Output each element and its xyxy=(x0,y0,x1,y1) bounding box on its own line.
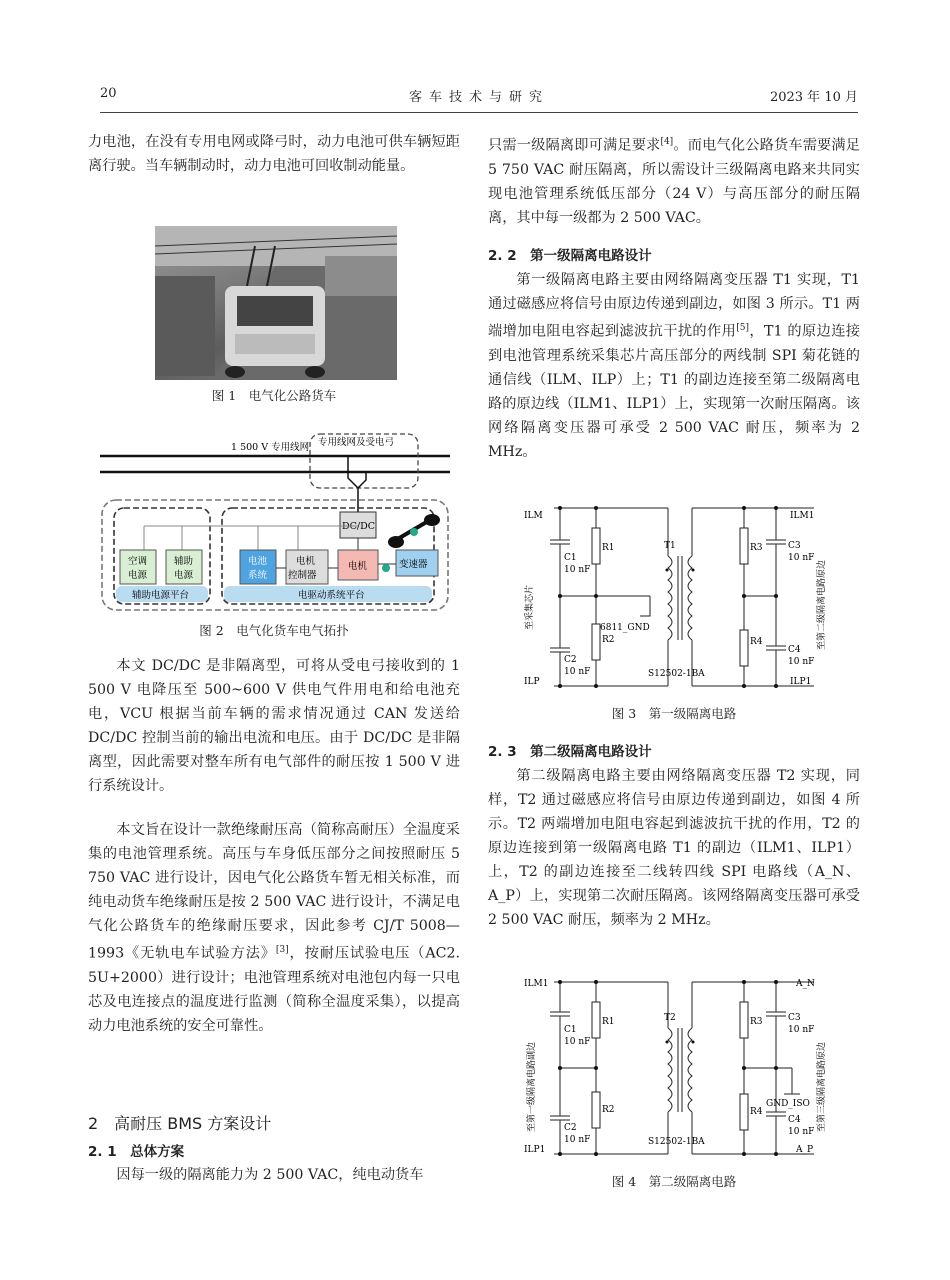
journal-title: 客车技术与研究 xyxy=(408,90,549,105)
section-2-3-title: 2. 3 第二级隔离电路设计 xyxy=(488,744,652,760)
fig3-right-label: 至第二级隔离电路原边 xyxy=(817,559,827,650)
fig3-r1: R1 xyxy=(602,543,615,553)
right-para-3: 第二级隔离电路主要由网络隔离变压器 T2 实现，同样，T2 通过磁感应将信号由原边传递到副边，如图 4 所示。T2 两端增加电阻电容起到滤波抗干扰的作用，T2 的原边连接到第一级隔离电路 T1 的副边（ILM1、ILP1）上，T2 的副边连接至二线转四线 SPI 电路线（A_N、A_P）上，实现第二次耐压隔离。该网络隔离变压器可承受 2 500 VAC 耐压，频率为 2 MHz。 xyxy=(488,768,860,928)
fig4-gnd: GND_ISO xyxy=(766,1099,810,1109)
fig4-c4: C4 xyxy=(788,1115,801,1125)
fig3-t1: T1 xyxy=(664,541,676,551)
left-para-2: 本文 DC/DC 是非隔离型，可将从受电弓接收到的 1 500 V 电降压至 500~600 V 供电气件用电和给电池充电，VCU 根据当前车辆的需求情况通过 CAN 发送给 DC/DC 控制当前的输出电流和电压。由于 DC/DC 是非隔离型，因此需要对整车所有电气部件的耐压按 1 500 V 进行系统设计。 xyxy=(88,658,460,794)
fig4-c4-value: 10 nF xyxy=(788,1127,815,1137)
fig3-c3-value: 10 nF xyxy=(788,553,815,563)
page-number: 20 xyxy=(100,86,117,101)
fig4-ap: A_P xyxy=(796,1145,814,1155)
fig3-c3: C3 xyxy=(788,541,801,551)
fig3-c1: C1 xyxy=(564,553,577,563)
fig2-ac-power-2: 电源 xyxy=(128,570,148,581)
fig4-c2-value: 10 nF xyxy=(564,1135,591,1145)
section-2-title: 2 高耐压 BMS 方案设计 xyxy=(88,1114,272,1133)
section-2-2-title: 2. 2 第一级隔离电路设计 xyxy=(488,248,652,264)
left-para-4: 因每一级的隔离能力为 2 500 VAC，纯电动货车 xyxy=(116,1167,424,1183)
fig2-aux-power-2: 电源 xyxy=(174,570,194,581)
fig3-part: S12502-1BA xyxy=(648,669,705,679)
fig2-drive-platform: 电驱动系统平台 xyxy=(298,590,365,601)
fig2-aux-platform: 辅助电源平台 xyxy=(132,590,190,601)
fig3-r4: R4 xyxy=(750,637,763,647)
fig4-circuit-diagram xyxy=(518,972,838,1164)
fig3-c4: C4 xyxy=(788,645,801,655)
fig2-motor: 电机 xyxy=(348,561,368,572)
fig3-c4-value: 10 nF xyxy=(788,657,815,667)
fig2-dcdc: DC/DC xyxy=(342,521,375,532)
fig2-pantograph-label: 专用线网及受电弓 xyxy=(318,437,395,448)
fig3-c1-value: 10 nF xyxy=(564,565,591,575)
fig4-t2: T2 xyxy=(664,1013,676,1023)
fig4-r1: R1 xyxy=(602,1017,615,1027)
section-2-1-title: 2. 1 总体方案 xyxy=(88,1144,185,1160)
fig3-ilp1: ILP1 xyxy=(790,677,812,687)
truck-photo xyxy=(155,226,397,380)
fig2-motor-ctrl-1: 电机 xyxy=(296,556,316,567)
fig4-part: S12502-1BA xyxy=(648,1137,705,1147)
fig3-c2-value: 10 nF xyxy=(564,667,591,677)
fig4-ilm1: ILM1 xyxy=(524,979,549,989)
fig2-battery-1: 电池 xyxy=(248,556,268,567)
fig2-motor-ctrl-2: 控制器 xyxy=(288,570,317,581)
fig3-circuit-diagram xyxy=(518,500,838,696)
fig4-c3: C3 xyxy=(788,1013,801,1023)
right-para-1: 只需一级隔离即可满足要求[4]。而电气化公路货车需要满足 5 750 VAC 耐压隔离，所以需设计三级隔离电路来共同实现电池管理系统低压部分（24 V）与高压部分的耐压隔离，其中每一级都为 2 500 VAC。 xyxy=(488,137,860,226)
fig4-caption: 图 4 第二级隔离电路 xyxy=(611,1174,737,1189)
fig2-caption: 图 2 电气化货车电气拓扑 xyxy=(199,623,349,638)
fig2-grid-label: 1 500 V 专用线网 xyxy=(231,442,310,453)
fig3-caption: 图 3 第一级隔离电路 xyxy=(611,706,737,721)
fig3-gnd: 6811_GND xyxy=(600,623,650,633)
fig2-battery-2: 系统 xyxy=(248,570,268,581)
fig4-ilp1: ILP1 xyxy=(524,1145,546,1155)
fig3-ilm: ILM xyxy=(524,511,543,521)
fig2-ac-power-1: 空调 xyxy=(128,556,148,567)
fig4-r2: R2 xyxy=(602,1105,615,1115)
header-rule xyxy=(100,112,858,113)
fig4-r4: R4 xyxy=(750,1107,763,1117)
fig3-c2: C2 xyxy=(564,655,577,665)
fig4-r3: R3 xyxy=(750,1017,763,1027)
fig2-gearbox: 变速器 xyxy=(399,559,428,570)
fig2-aux-power-1: 辅助 xyxy=(174,556,194,567)
fig4-c3-value: 10 nF xyxy=(788,1025,815,1035)
fig1-caption: 图 1 电气化公路货车 xyxy=(211,388,337,403)
fig4-left-label: 至第一级隔离电路副边 xyxy=(527,1041,537,1132)
ref-4[interactable]: [4] xyxy=(660,137,674,147)
fig3-ilp: ILP xyxy=(524,677,540,687)
issue-date: 2023 年 10 月 xyxy=(769,90,858,105)
fig4-c2: C2 xyxy=(564,1123,577,1133)
ref-3[interactable]: [3] xyxy=(275,945,289,955)
fig4-c1-value: 10 nF xyxy=(564,1037,591,1047)
fig2-topology-diagram xyxy=(96,428,458,614)
fig3-left-label: 至采集芯片 xyxy=(525,584,535,630)
fig3-r2: R2 xyxy=(602,635,615,645)
left-para-1: 力电池，在没有专用电网或降弓时，动力电池可供车辆短距离行驶。当车辆制动时，动力电池可回收制动能量。 xyxy=(88,134,460,174)
fig4-right-label: 至第三级隔离电路原边 xyxy=(817,1041,827,1132)
ref-5[interactable]: [5] xyxy=(736,323,749,333)
fig3-ilm1: ILM1 xyxy=(790,511,815,521)
page-header xyxy=(100,86,858,110)
left-para-3: 本文旨在设计一款绝缘耐压高（简称高耐压）全温度采集的电池管理系统。高压与车身低压部分之间按照耐压 5 750 VAC 进行设计，因电气化公路货车暂无相关标准，而纯电动货车绝缘耐压是按 2 500 VAC 进行设计，不满足电气化公路货车的绝缘耐压要求，因此参考 CJ/T 5008—1993《无轨电车试验方法》[3]，按耐压试验电压（AC2. 5U+2000）进行设计；电池管理系统对电池包内每一只电芯及电连接点的温度进行监测（简称全温度采集），以提高动力电池系统的安全可靠性。 xyxy=(88,822,460,1034)
fig4-c1: C1 xyxy=(564,1025,577,1035)
fig4-an: A_N xyxy=(796,979,815,989)
fig3-r3: R3 xyxy=(750,543,763,553)
right-para-2: 第一级隔离电路主要由网络隔离变压器 T1 实现，T1 通过磁感应将信号由原边传递到副边，如图 3 所示。T1 两端增加电阻电容起到滤波抗干扰的作用[5]，T1 的原边连接到电池管理系统采集芯片高压部分的两线制 SPI 菊花链的通信线（ILM、ILP）上；T1 的副边连接至第二级隔离电路的原边线（ILM1、ILP1）上，实现第一次耐压隔离。该网络隔离变压器可承受 2 500 VAC 耐压，频率为 2 MHz。 xyxy=(488,272,860,460)
